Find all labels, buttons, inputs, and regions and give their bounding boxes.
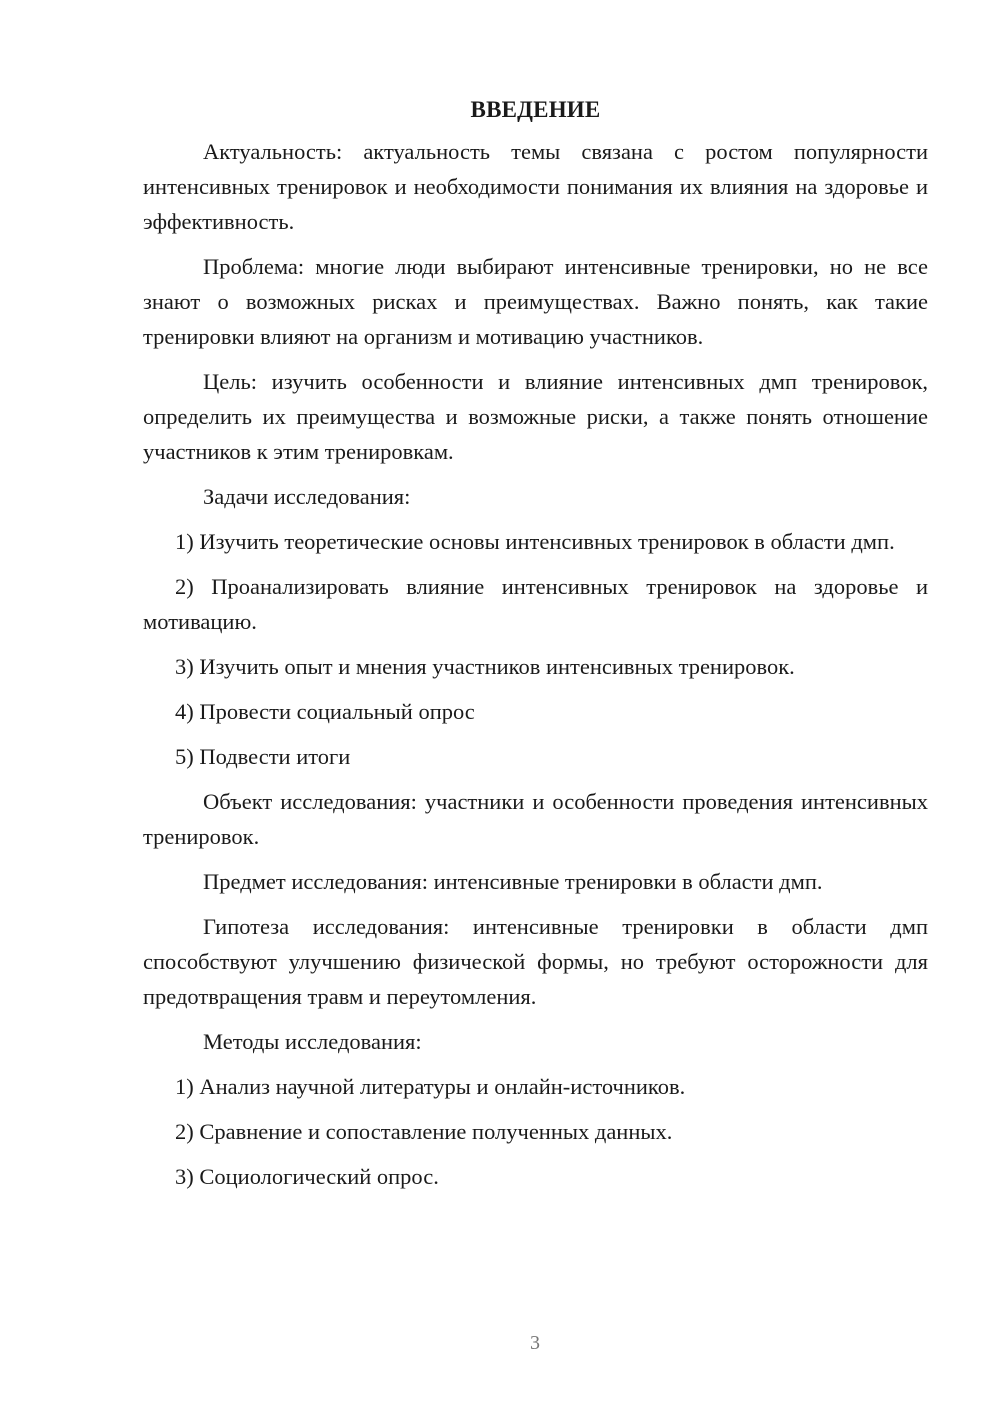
task-item: 5) Подвести итоги xyxy=(175,744,351,769)
method-item: 1) Анализ научной литературы и онлайн-источников. xyxy=(175,1074,686,1099)
hypothesis-paragraph: Гипотеза исследования: интенсивные тренировки в области дмп способствуют улучшению физической формы, но требуют осторожности для предотвращения травм и переутомления. xyxy=(143,914,928,1009)
tasks-list xyxy=(143,524,928,774)
page-number: 3 xyxy=(530,1332,540,1354)
document-body xyxy=(143,92,928,1204)
methods-heading: Методы исследования: xyxy=(203,1029,422,1054)
task-item: 4) Провести социальный опрос xyxy=(175,699,475,724)
goal-paragraph: Цель: изучить особенности и влияние интенсивных дмп тренировок, определить их преимущества и возможные риски, а также понять отношение участников к этим тренировкам. xyxy=(143,369,928,464)
method-item: 2) Сравнение и сопоставление полученных данных. xyxy=(175,1119,673,1144)
task-item: 2) Проанализировать влияние интенсивных тренировок на здоровье и мотивацию. xyxy=(143,574,928,634)
subject-paragraph: Предмет исследования: интенсивные тренировки в области дмп. xyxy=(203,869,823,894)
method-item: 3) Социологический опрос. xyxy=(175,1164,439,1189)
problem-paragraph: Проблема: многие люди выбирают интенсивные тренировки, но не все знают о возможных рисках и преимуществах. Важно понять, как такие тренировки влияют на организм и мотивацию участников. xyxy=(143,254,928,349)
page-title: ВВЕДЕНИЕ xyxy=(470,97,601,122)
task-item: 3) Изучить опыт и мнения участников интенсивных тренировок. xyxy=(175,654,795,679)
relevance-paragraph: Актуальность: актуальность темы связана с ростом популярности интенсивных тренировок и необходимости понимания их влияния на здоровье и эффективность. xyxy=(143,139,928,234)
tasks-heading: Задачи исследования: xyxy=(203,484,411,509)
task-item: 1) Изучить теоретические основы интенсивных тренировок в области дмп. xyxy=(175,529,895,554)
methods-list xyxy=(143,1069,928,1194)
object-paragraph: Объект исследования: участники и особенности проведения интенсивных тренировок. xyxy=(143,789,928,849)
